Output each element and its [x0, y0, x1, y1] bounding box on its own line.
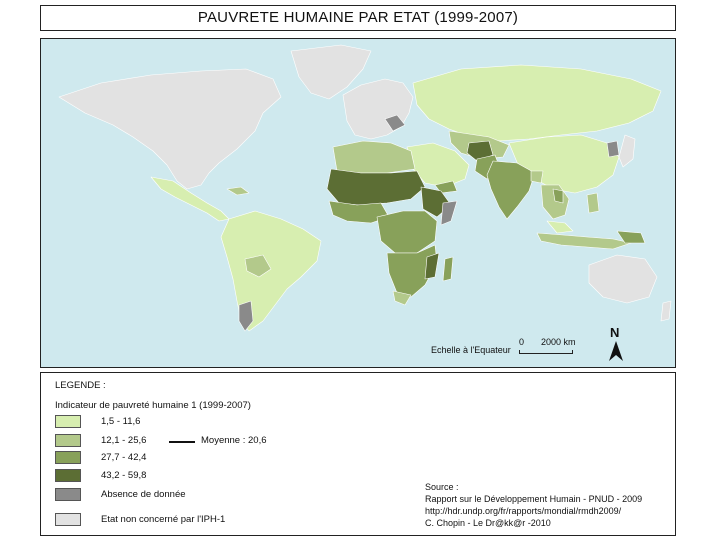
scale-label: Echelle à l'Equateur — [431, 345, 511, 355]
region-australia — [589, 255, 657, 303]
region-mozambique — [425, 253, 439, 279]
scale-distance: 2000 km — [541, 337, 576, 347]
source-url: http://hdr.undp.org/fr/rapports/mondial/rmdh2009/ — [425, 506, 622, 516]
legend-swatch-class-1 — [55, 415, 81, 428]
source-author: C. Chopin - Le Dr@kk@r -2010 — [425, 518, 551, 528]
legend-swatch-no-data — [55, 488, 81, 501]
legend-swatch-not-concerned — [55, 513, 81, 526]
legend-label-class-2: 12,1 - 25,6 — [101, 435, 147, 446]
legend-swatch-class-3 — [55, 451, 81, 464]
region-caribbean — [227, 187, 249, 195]
north-arrow-icon — [607, 341, 625, 361]
legend-heading: LEGENDE : — [55, 380, 106, 391]
legend-swatch-class-4 — [55, 469, 81, 482]
region-india — [487, 161, 535, 219]
region-indonesia — [537, 233, 631, 249]
region-korea — [607, 141, 619, 157]
legend-label-class-1: 1,5 - 11,6 — [101, 416, 141, 427]
region-central-africa — [377, 211, 437, 253]
region-malaysia — [547, 221, 573, 233]
mean-line — [169, 441, 195, 443]
region-sahel — [327, 169, 425, 205]
legend-swatch-class-2 — [55, 434, 81, 447]
legend-subtitle: Indicateur de pauvreté humaine 1 (1999-2007) — [55, 400, 251, 411]
region-new-zealand — [661, 301, 671, 321]
legend-label-class-4: 43,2 - 59,8 — [101, 470, 147, 481]
legend-label-not-concerned: Etat non concerné par l'IPH-1 — [101, 514, 226, 525]
region-japan — [619, 135, 635, 167]
source-block — [425, 481, 642, 529]
legend-label-no-data: Absence de donnée — [101, 489, 186, 500]
mean-label: Moyenne : 20,6 — [201, 435, 267, 446]
scale-zero: 0 — [519, 337, 525, 347]
north-letter: N — [610, 325, 620, 340]
world-map — [40, 38, 676, 368]
region-bangladesh — [531, 171, 543, 183]
region-north-america — [59, 69, 281, 189]
region-madagascar — [443, 257, 453, 281]
map-title: PAUVRETE HUMAINE PAR ETAT (1999-2007) — [40, 5, 676, 31]
legend — [40, 372, 676, 536]
region-somalia — [441, 201, 457, 225]
region-europe — [343, 79, 413, 139]
region-south-america — [221, 211, 321, 331]
scale-line — [519, 350, 573, 354]
source-report: Rapport sur le Développement Humain - PNUD - 2009 — [425, 494, 643, 504]
region-philippines — [587, 193, 599, 213]
north-arrow — [607, 325, 625, 361]
region-russia — [413, 65, 661, 141]
region-north-africa — [333, 141, 415, 173]
legend-label-class-3: 27,7 - 42,4 — [101, 452, 147, 463]
source-heading: Source : — [425, 482, 459, 492]
world-map-svg — [41, 39, 676, 368]
